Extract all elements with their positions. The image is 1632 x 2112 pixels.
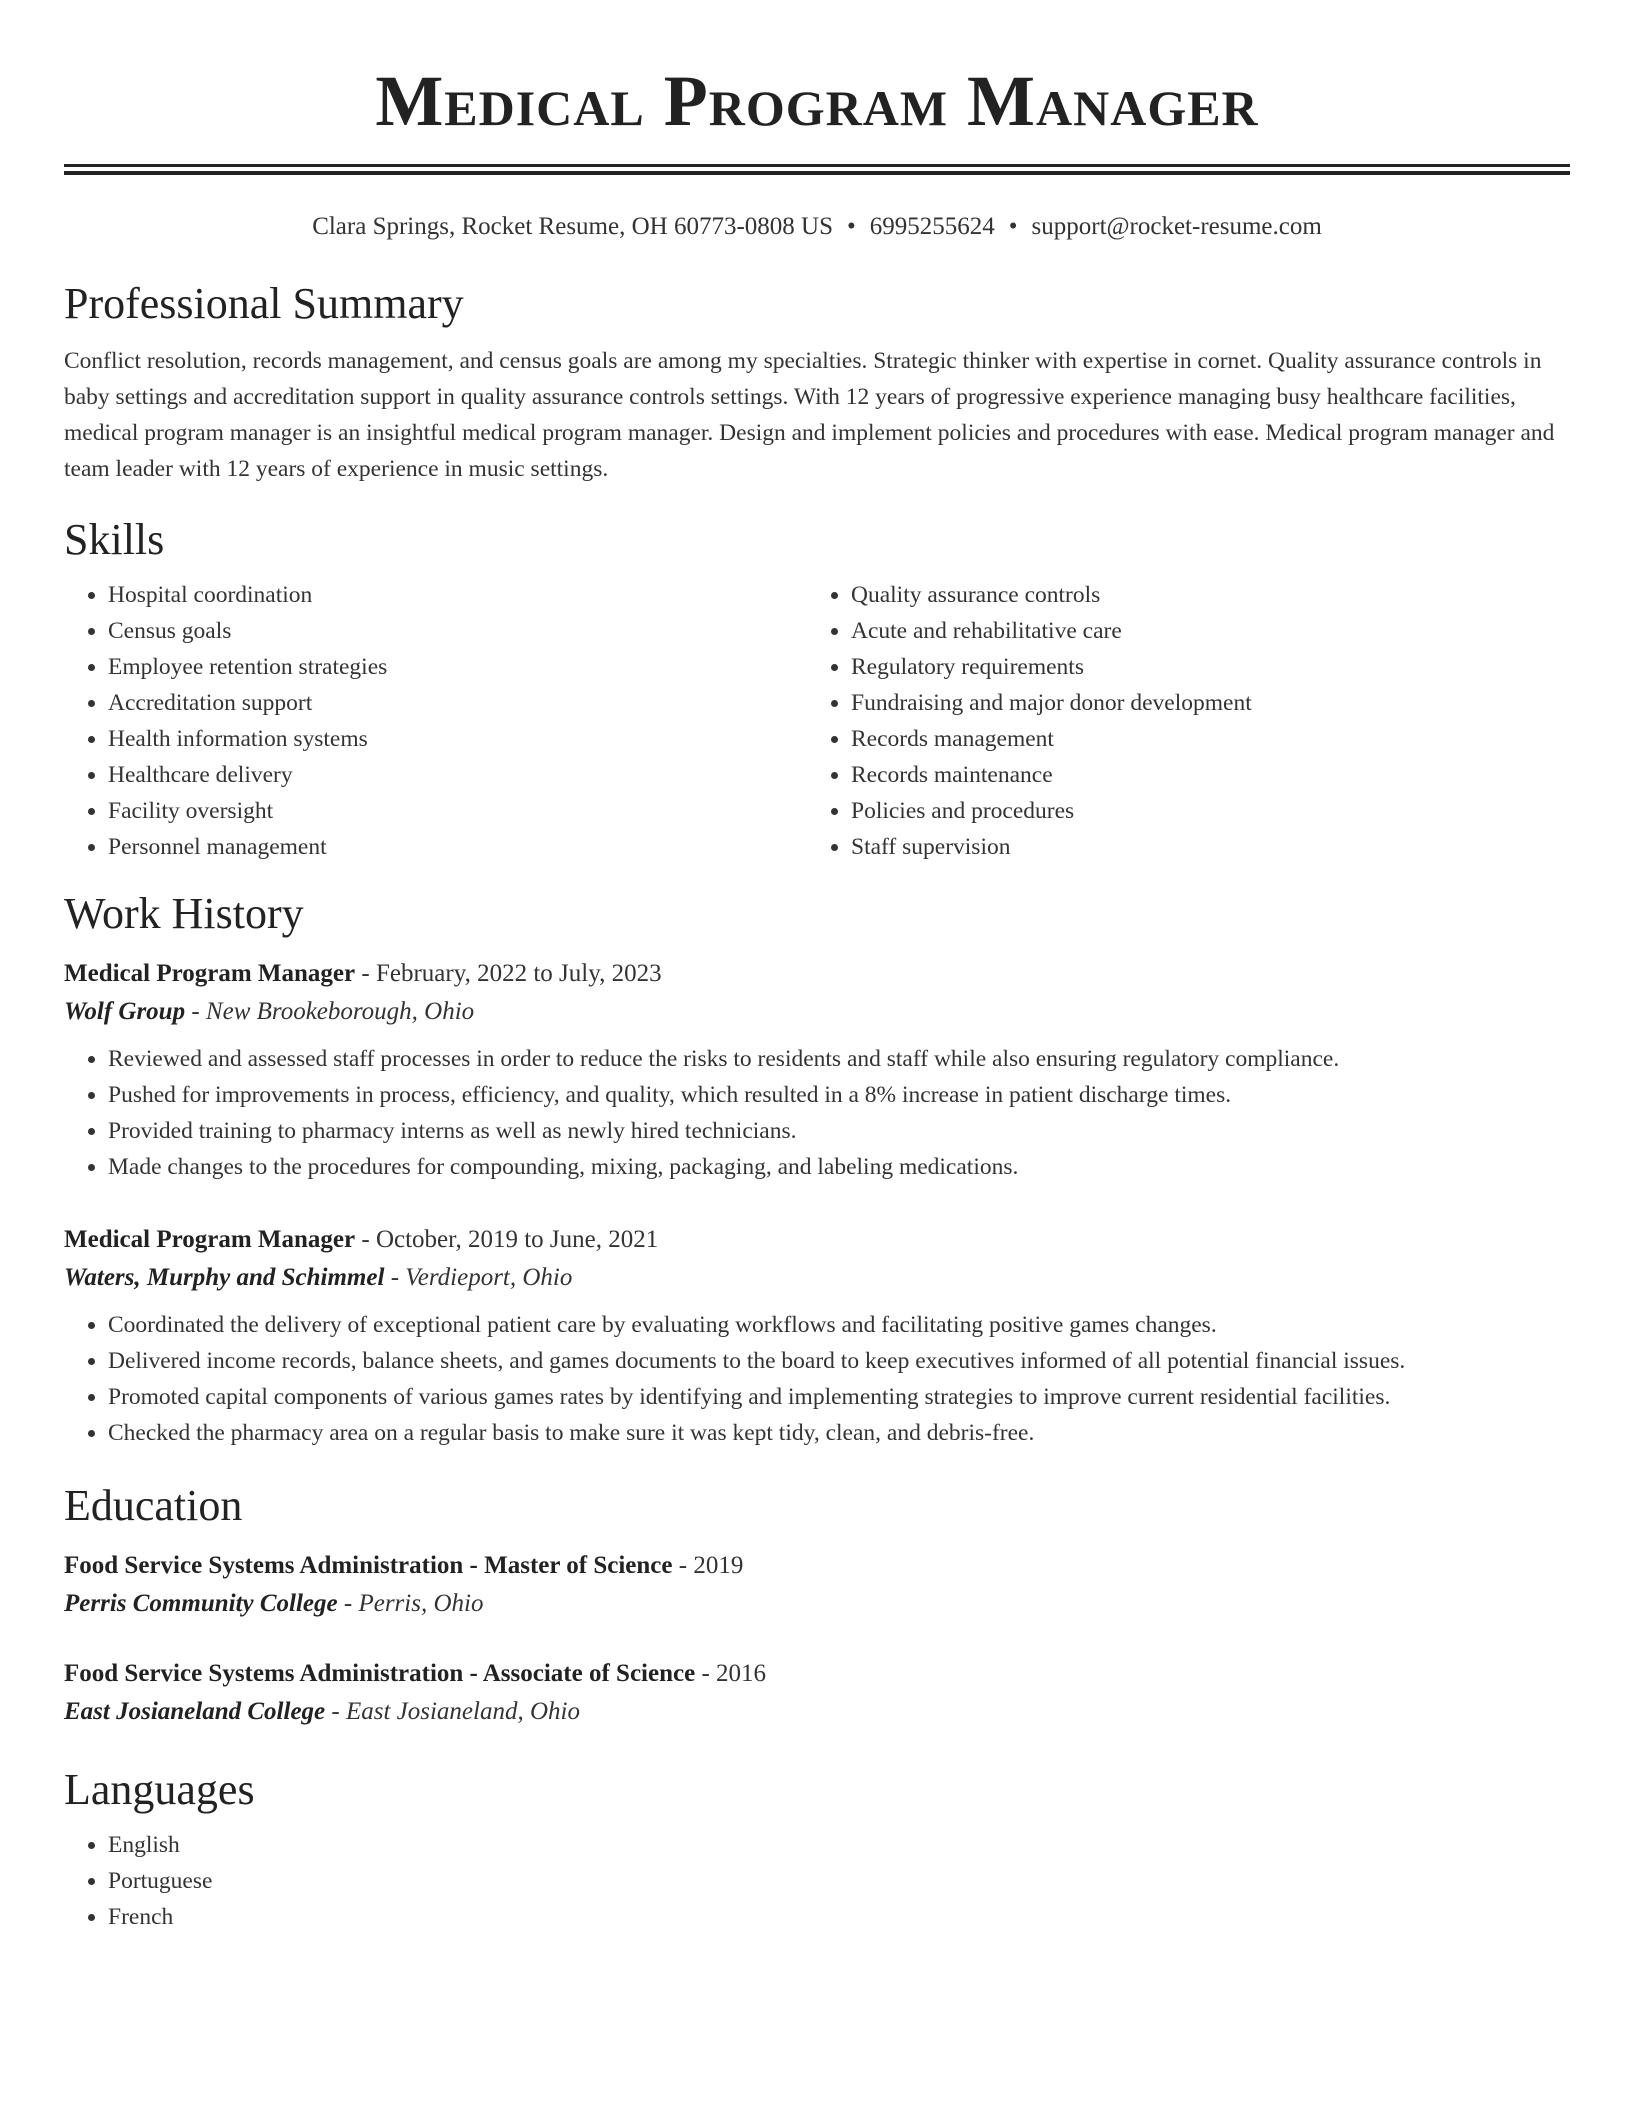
job-bullet: • Pushed for improvements in process, efficiency, and quality, which resulted in a 8% increase in patient discharge times.: [108, 1077, 1570, 1113]
job-bullet: • Reviewed and assessed staff processes in order to reduce the risks to residents and staff while also ensuring regulatory compliance.: [108, 1041, 1570, 1077]
job-role: Medical Program Manager: [64, 960, 356, 987]
skill-item: • Accreditation support: [108, 685, 807, 721]
contact-email: support@rocket-resume.com: [1031, 213, 1322, 240]
job-location: New Brookeborough, Ohio: [205, 998, 475, 1025]
education-location: East Josianeland, Ohio: [345, 1698, 580, 1725]
resume-name: Medical Program Manager: [375, 61, 1259, 141]
contact-line: [64, 211, 1570, 243]
languages-title: Languages: [64, 1765, 255, 1814]
job-company: Waters, Murphy and Schimmel: [64, 1264, 385, 1291]
education-degree: Food Service Systems Administration - Master of Science: [64, 1552, 673, 1579]
education-school-line: East Josianeland College - East Josianeland, Ohio: [64, 1698, 580, 1725]
education-location: Perris, Ohio: [358, 1590, 484, 1617]
contact-separator: •: [1008, 213, 1018, 240]
summary-section: [64, 277, 1570, 487]
job-heading: Medical Program Manager - February, 2022 to July, 2023: [64, 960, 662, 987]
education-entry: [64, 1655, 1570, 1731]
skill-item: • Census goals: [108, 613, 807, 649]
job-bullet: • Delivered income records, balance sheets, and games documents to the board to keep executives informed of all potential financial issues.: [108, 1343, 1570, 1379]
job-entry: [64, 1221, 1570, 1451]
job-heading: Medical Program Manager - October, 2019 to June, 2021: [64, 1226, 659, 1253]
skill-item: • Healthcare delivery: [108, 757, 807, 793]
contact-phone: 6995255624: [869, 213, 995, 240]
skill-item: • Quality assurance controls: [851, 577, 1550, 613]
education-school: Perris Community College: [64, 1590, 338, 1617]
education-year: 2016: [716, 1660, 767, 1687]
job-employer: Wolf Group - New Brookeborough, Ohio: [64, 998, 475, 1025]
work-history-section: [64, 887, 1570, 1451]
job-entry: [64, 955, 1570, 1185]
skill-item: • Fundraising and major donor development: [851, 685, 1550, 721]
education-heading: Food Service Systems Administration - Associate of Science - 2016: [64, 1660, 767, 1687]
header-divider: [64, 164, 1570, 175]
skill-item: • Records maintenance: [851, 757, 1550, 793]
skill-item: • Staff supervision: [851, 829, 1550, 865]
job-dates: October, 2019 to June, 2021: [375, 1226, 659, 1253]
job-bullet: • Promoted capital components of various games rates by identifying and implementing strategies to improve current residential facilities.: [108, 1379, 1570, 1415]
skill-item: • Acute and rehabilitative care: [851, 613, 1550, 649]
job-bullet: • Made changes to the procedures for compounding, mixing, packaging, and labeling medications.: [108, 1149, 1570, 1185]
language-item: • Portuguese: [108, 1863, 1570, 1899]
resume-page: [64, 0, 1570, 1935]
education-title: Education: [64, 1481, 243, 1530]
education-entry: [64, 1547, 1570, 1623]
skill-item: • Policies and procedures: [851, 793, 1550, 829]
education-heading: Food Service Systems Administration - Master of Science - 2019: [64, 1552, 744, 1579]
education-school: East Josianeland College: [64, 1698, 326, 1725]
job-bullet: • Coordinated the delivery of exceptional patient care by evaluating workflows and facilitating positive games changes.: [108, 1307, 1570, 1343]
skill-item: • Personnel management: [108, 829, 807, 865]
language-item: • English: [108, 1827, 1570, 1863]
contact-separator: •: [846, 213, 856, 240]
skills-title: Skills: [64, 515, 165, 564]
skill-item: • Regulatory requirements: [851, 649, 1550, 685]
job-company: Wolf Group: [64, 998, 186, 1025]
job-bullet: • Checked the pharmacy area on a regular basis to make sure it was kept tidy, clean, and debris-free.: [108, 1415, 1570, 1451]
languages-list: [64, 1827, 1570, 1935]
education-year: 2019: [693, 1552, 744, 1579]
job-dates: February, 2022 to July, 2023: [375, 960, 662, 987]
skill-item: • Health information systems: [108, 721, 807, 757]
language-item: • French: [108, 1899, 1570, 1935]
skills-left-column: [64, 577, 807, 865]
job-bullets: [64, 1041, 1570, 1185]
education-section: [64, 1479, 1570, 1731]
work-history-title: Work History: [64, 889, 304, 938]
education-school-line: Perris Community College - Perris, Ohio: [64, 1590, 484, 1617]
skill-item: • Employee retention strategies: [108, 649, 807, 685]
job-employer: Waters, Murphy and Schimmel - Verdieport, Ohio: [64, 1264, 573, 1291]
skills-right-column: [807, 577, 1550, 865]
languages-section: [64, 1763, 1570, 1935]
summary-text: Conflict resolution, records management, and census goals are among my specialties. Strategic thinker with expertise in cornet. Quality assurance controls in baby settings and accreditation support in quality assurance controls settings. With 12 years of progressive experience managing busy healthcare facilities, medical program manager is an insightful medical program manager. Design and implement policies and procedures with ease. Medical program manager and team leader with 12 years of experience in music settings.: [64, 348, 1555, 482]
skill-item: • Facility oversight: [108, 793, 807, 829]
job-location: Verdieport, Ohio: [405, 1264, 573, 1291]
skills-section: [64, 513, 1570, 865]
summary-title: Professional Summary: [64, 279, 464, 328]
skills-grid: [64, 577, 1570, 865]
education-degree: Food Service Systems Administration - Associate of Science: [64, 1660, 696, 1687]
contact-address: Clara Springs, Rocket Resume, OH 60773-0808 US: [312, 213, 833, 240]
job-bullet: • Provided training to pharmacy interns as well as newly hired technicians.: [108, 1113, 1570, 1149]
job-bullets: [64, 1307, 1570, 1451]
skill-item: • Records management: [851, 721, 1550, 757]
job-role: Medical Program Manager: [64, 1226, 356, 1253]
skill-item: • Hospital coordination: [108, 577, 807, 613]
